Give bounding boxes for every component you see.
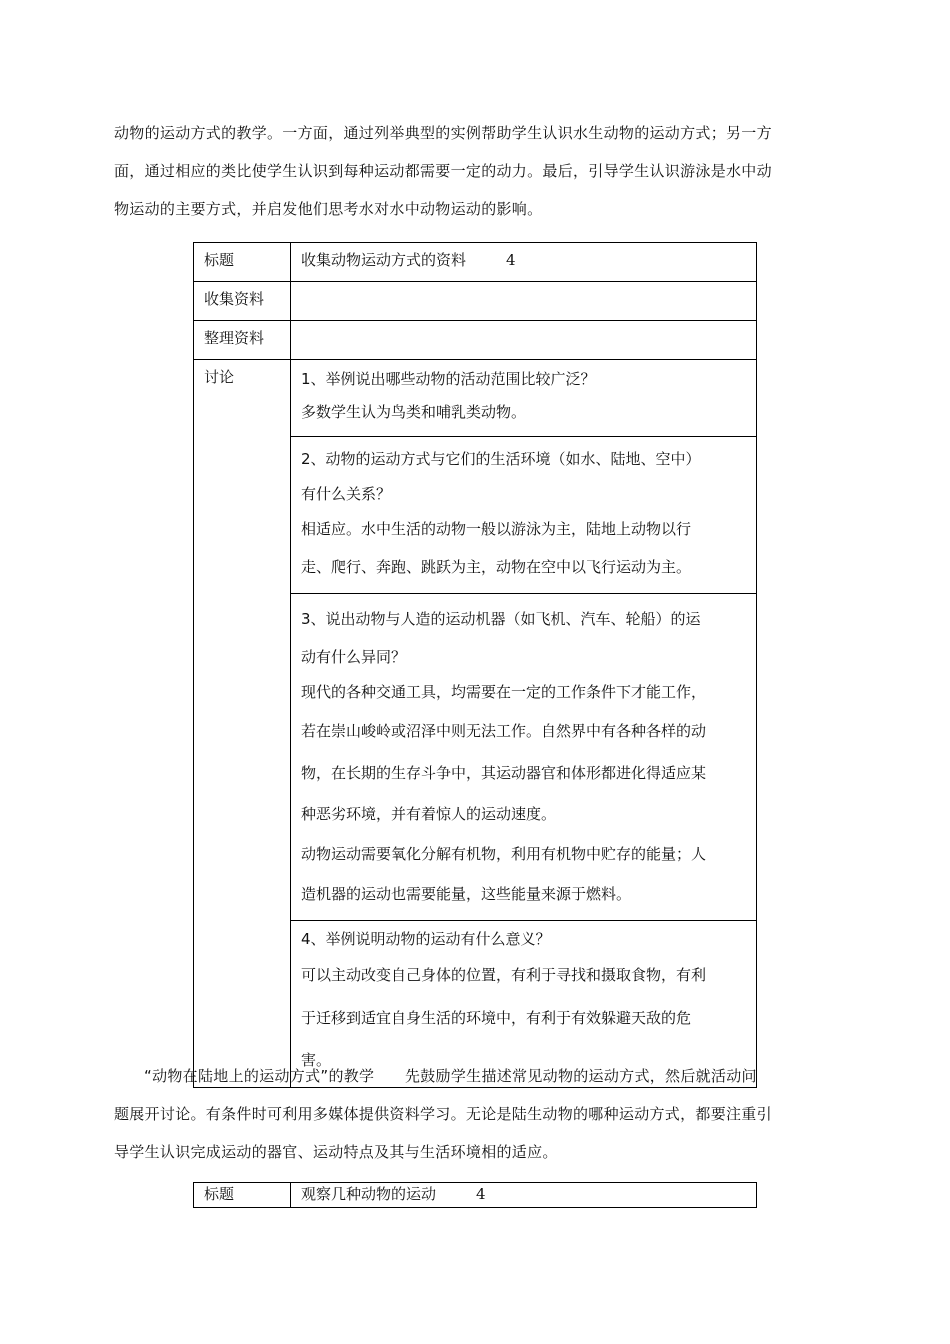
- table-title: 观察几种动物的运动: [301, 1185, 437, 1203]
- organize-label-cell: 整理资料: [194, 321, 291, 360]
- collect-table: [193, 242, 757, 1088]
- question-text: 1、举例说出哪些动物的活动范围比较广泛？: [301, 370, 596, 388]
- answer-text: 害。: [301, 1051, 332, 1069]
- paragraph-line: 导学生认识完成运动的器官、运动特点及其与生活环境相的适应。: [114, 1143, 558, 1161]
- title-row: [194, 243, 757, 282]
- title-row: [194, 1183, 757, 1208]
- answer-text: 造机器的运动也需要能量，这些能量来源于燃料。: [301, 885, 632, 903]
- answer-text: 物，在长期的生存斗争中，其运动器官和体形都进化得适应某: [301, 764, 707, 782]
- collect-row: [194, 282, 757, 321]
- answer-text: 若在崇山峻岭或沼泽中则无法工作。自然界中有各种各样的动: [301, 722, 707, 740]
- question-text: 4、举例说明动物的运动有什么意义？: [301, 930, 551, 948]
- title-value-cell: [291, 1183, 757, 1208]
- collect-label-cell: 收集资料: [194, 282, 291, 321]
- answer-text: 现代的各种交通工具，均需要在一定的工作条件下才能工作，: [301, 683, 707, 701]
- question-text: 有什么关系？: [301, 485, 392, 503]
- table-title-number: 4: [506, 251, 516, 269]
- table-title-number: 4: [476, 1185, 486, 1203]
- paragraph-line: “动物在陆地上的运动方式”的教学 先鼓励学生描述常见动物的运动方式，然后就活动问: [144, 1067, 757, 1085]
- question-text: 2、动物的运动方式与它们的生活环境（如水、陆地、空中）: [301, 450, 701, 468]
- title-label-cell: 标题: [194, 1183, 291, 1208]
- land-paragraph: [114, 1057, 836, 1171]
- answer-text: 相适应。水中生活的动物一般以游泳为主，陆地上动物以行: [301, 520, 692, 538]
- observe-table: [193, 1182, 757, 1208]
- answer-text: 走、爬行、奔跑、跳跃为主，动物在空中以飞行运动为主。: [301, 558, 692, 576]
- organize-value-cell: [291, 321, 757, 360]
- answer-text: 多数学生认为鸟类和哺乳类动物。: [301, 403, 527, 421]
- answer-text: 可以主动改变自己身体的位置，有利于寻找和摄取食物，有利: [301, 966, 707, 984]
- question-cell: [291, 594, 757, 921]
- collect-value-cell: [291, 282, 757, 321]
- question-text: 3、说出动物与人造的运动机器（如飞机、汽车、轮船）的运: [301, 610, 701, 628]
- paragraph-line: 物运动的主要方式，并启发他们思考水对水中动物运动的影响。: [114, 200, 543, 218]
- question-cell: [291, 437, 757, 594]
- answer-text: 于迁移到适宜自身生活的环境中，有利于有效躲避天敌的危: [301, 1009, 692, 1027]
- discuss-label-cell: 讨论: [194, 360, 291, 1088]
- discuss-row-1: [194, 360, 757, 437]
- answer-text: 动物运动需要氧化分解有机物，利用有机物中贮存的能量；人: [301, 845, 707, 863]
- paragraph-line: 题展开讨论。有条件时可利用多媒体提供资料学习。无论是陆生动物的哪种运动方式，都要注重引: [114, 1105, 772, 1123]
- intro-paragraph: [114, 114, 836, 228]
- question-text: 动有什么异同？: [301, 648, 407, 666]
- title-value-cell: [291, 243, 757, 282]
- answer-text: 种恶劣环境，并有着惊人的运动速度。: [301, 805, 557, 823]
- paragraph-line: 动物的运动方式的教学。一方面，通过列举典型的实例帮助学生认识水生动物的运动方式；另一方: [114, 124, 772, 142]
- table-title: 收集动物运动方式的资料: [301, 251, 467, 269]
- title-label-cell: 标题: [194, 243, 291, 282]
- paragraph-line: 面，通过相应的类比使学生认识到每种运动都需要一定的动力。最后，引导学生认识游泳是水中动: [114, 162, 772, 180]
- organize-row: [194, 321, 757, 360]
- question-cell: [291, 360, 757, 437]
